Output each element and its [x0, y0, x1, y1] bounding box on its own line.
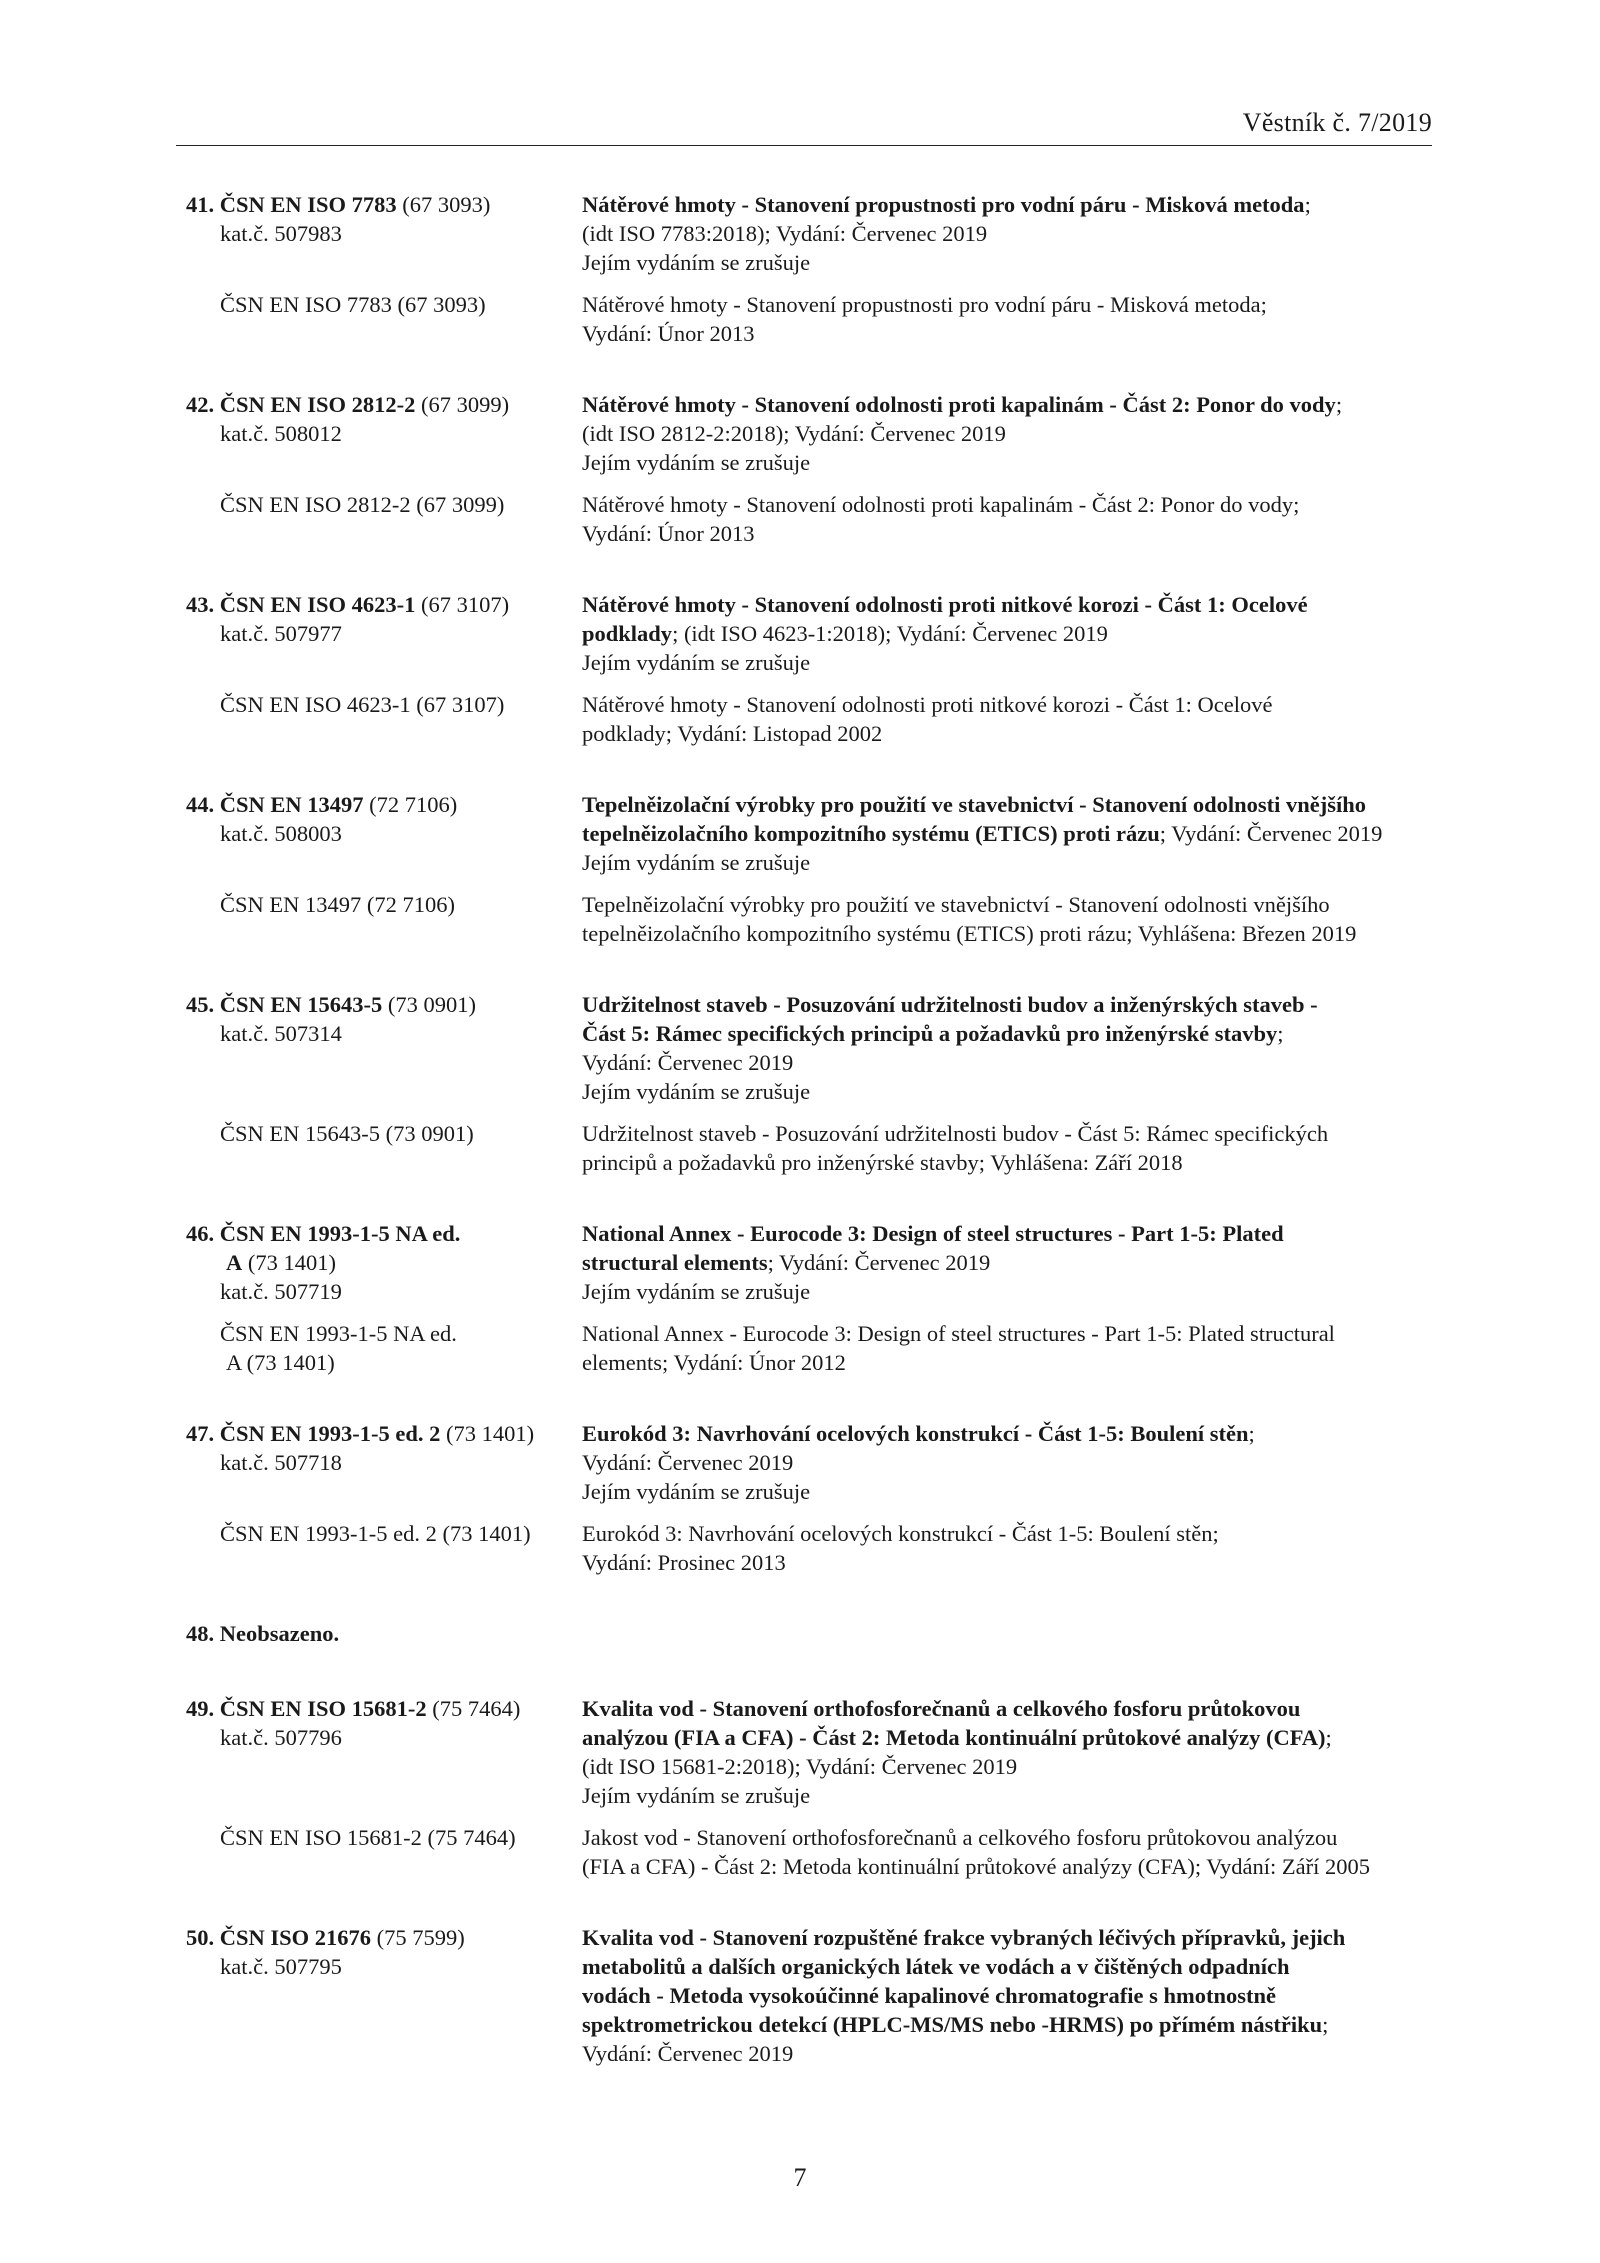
standard-meta: Vydání: Červenec 2019: [582, 1450, 794, 1475]
standard-title: Tepelněizolační výrobky pro použití ve stavebnictví - Stanovení odolnosti vnějšího: [582, 792, 1367, 817]
replaced-standard-id: ČSN EN ISO 4623-1 (67 3107): [220, 692, 505, 717]
standard-title-cont: metabolitů a dalších organických látek ve vodách a v čištěných odpadních: [582, 1954, 1290, 1979]
class-code: (72 7106): [369, 792, 458, 817]
list-item: [186, 1219, 1432, 1377]
catalog-number: kat.č. 507718: [220, 1450, 342, 1475]
replaced-standard-id: ČSN EN 1993-1-5 ed. 2 (73 1401): [220, 1521, 531, 1546]
list-item: [186, 1694, 1432, 1881]
standard-id: ČSN EN 15643-5: [219, 992, 383, 1017]
replace-note: Jejím vydáním se zrušuje: [582, 250, 811, 275]
standard-title: Kvalita vod - Stanovení rozpuštěné frakce vybraných léčivých přípravků, jejich: [582, 1925, 1346, 1950]
standard-title-cont: podklady; (idt ISO 4623-1:2018); Vydání: Červenec 2019: [582, 621, 1108, 646]
title-punctuation: ;: [1335, 392, 1343, 417]
class-code: (73 1401): [446, 1421, 535, 1446]
replace-note: Jejím vydáním se zrušuje: [582, 1279, 811, 1304]
replaced-meta: elements; Vydání: Únor 2012: [582, 1350, 846, 1375]
class-code: (67 3093): [402, 192, 491, 217]
class-code: (67 3099): [421, 392, 510, 417]
replaced-meta: principů a požadavků pro inženýrské stavby; Vyhlášena: Září 2018: [582, 1150, 1183, 1175]
standard-title: Nátěrové hmoty - Stanovení propustnosti pro vodní páru - Misková metoda;: [582, 192, 1311, 217]
standard-title: Nátěrové hmoty - Stanovení odolnosti proti kapalinám - Část 2: Ponor do vody;: [582, 392, 1343, 417]
entry-number: 48.: [186, 1621, 215, 1646]
catalog-number: kat.č. 507983: [220, 221, 342, 246]
standards-list: [186, 190, 1432, 2110]
standard-id: ČSN EN ISO 15681-2: [219, 1696, 427, 1721]
replaced-meta: tepelněizolačního kompozitního systému (ETICS) proti rázu; Vyhlášena: Březen 2019: [582, 921, 1357, 946]
entry-number: 50.: [186, 1925, 215, 1950]
list-item: [186, 990, 1432, 1177]
replace-note: Jejím vydáním se zrušuje: [582, 1783, 811, 1808]
entry-number: 43.: [186, 592, 215, 617]
entry-number: 49.: [186, 1696, 215, 1721]
standard-id: ČSN EN 1993-1-5 NA ed.: [219, 1221, 461, 1246]
page-number: 7: [793, 2163, 807, 2192]
replaced-meta: podklady; Vydání: Listopad 2002: [582, 721, 883, 746]
catalog-number: kat.č. 508012: [220, 421, 342, 446]
standard-id: ČSN EN ISO 7783: [219, 192, 397, 217]
replaced-standard-id: ČSN EN ISO 2812-2 (67 3099): [220, 492, 505, 517]
replaced-title: Nátěrové hmoty - Stanovení odolnosti proti nitkové korozi - Část 1: Ocelové: [582, 692, 1273, 717]
standard-title-cont: structural elements; Vydání: Červenec 2019: [582, 1250, 991, 1275]
replaced-title: Nátěrové hmoty - Stanovení propustnosti pro vodní páru - Misková metoda;: [582, 292, 1267, 317]
replaced-title: Eurokód 3: Navrhování ocelových konstrukcí - Část 1-5: Boulení stěn;: [582, 1521, 1219, 1546]
standard-title: Eurokód 3: Navrhování ocelových konstrukcí - Část 1-5: Boulení stěn;: [582, 1421, 1255, 1446]
replaced-title: National Annex - Eurocode 3: Design of steel structures - Part 1-5: Plated structural: [582, 1321, 1335, 1346]
standard-id: ČSN EN ISO 2812-2: [219, 392, 416, 417]
class-code: (73 0901): [387, 992, 477, 1017]
replace-note: Jejím vydáním se zrušuje: [582, 450, 811, 475]
standard-meta: (idt ISO 2812-2:2018); Vydání: Červenec 2019: [582, 421, 1006, 446]
replaced-title: Tepelněizolační výrobky pro použití ve stavebnictví - Stanovení odolnosti vnějšího: [582, 892, 1330, 917]
standard-title: National Annex - Eurocode 3: Design of steel structures - Part 1-5: Plated: [582, 1221, 1284, 1246]
replace-note: Jejím vydáním se zrušuje: [582, 850, 811, 875]
standard-title-cont: analýzou (FIA a CFA) - Část 2: Metoda kontinuální průtokové analýzy (CFA);: [582, 1725, 1332, 1750]
list-item: [186, 790, 1432, 948]
title-punctuation: ;: [1248, 1421, 1255, 1446]
standard-title: Nátěrové hmoty - Stanovení odolnosti proti nitkové korozi - Část 1: Ocelové: [582, 592, 1308, 617]
vacant-label: Neobsazeno.: [219, 1621, 340, 1646]
catalog-number: kat.č. 507719: [220, 1279, 342, 1304]
replaced-standard-id-cont: A (73 1401): [226, 1350, 335, 1375]
standard-meta: (idt ISO 15681-2:2018); Vydání: Červenec 2019: [582, 1754, 1018, 1779]
replace-note: Jejím vydáním se zrušuje: [582, 650, 811, 675]
entry-number: 44.: [186, 792, 215, 817]
standard-title-cont: Část 5: Rámec specifických principů a požadavků pro inženýrské stavby;: [582, 1021, 1284, 1046]
list-item: [186, 590, 1432, 748]
replaced-title: Nátěrové hmoty - Stanovení odolnosti proti kapalinám - Část 2: Ponor do vody;: [582, 492, 1300, 517]
standard-id: ČSN EN 13497: [219, 792, 364, 817]
standard-meta: (idt ISO 7783:2018); Vydání: Červenec 2019: [582, 221, 988, 246]
replaced-meta: (FIA a CFA) - Část 2: Metoda kontinuální průtokové analýzy (CFA); Vydání: Září 2005: [582, 1854, 1371, 1879]
list-item: [186, 1923, 1432, 2068]
standard-meta: Vydání: Červenec 2019: [582, 2041, 794, 2066]
catalog-number: kat.č. 507314: [220, 1021, 342, 1046]
replaced-standard-id: ČSN EN ISO 15681-2 (75 7464): [220, 1825, 516, 1850]
standard-id: ČSN ISO 21676: [219, 1925, 372, 1950]
title-punctuation: ;: [1304, 192, 1311, 217]
list-item: [186, 1619, 1432, 1648]
list-item: [186, 190, 1432, 348]
standard-title: Udržitelnost staveb - Posuzování udržitelnosti budov a inženýrských staveb -: [582, 992, 1318, 1017]
replaced-title: Jakost vod - Stanovení orthofosforečnanů a celkového fosforu průtokovou analýzou: [582, 1825, 1338, 1850]
class-code: (67 3107): [421, 592, 510, 617]
replaced-standard-id: ČSN EN 15643-5 (73 0901): [220, 1121, 474, 1146]
class-code: (75 7464): [432, 1696, 521, 1721]
replace-note: Jejím vydáním se zrušuje: [582, 1079, 811, 1104]
replaced-meta: Vydání: Únor 2013: [582, 521, 755, 546]
replaced-meta: Vydání: Prosinec 2013: [582, 1550, 786, 1575]
standard-id: ČSN EN 1993-1-5 ed. 2: [219, 1421, 441, 1446]
list-item: [186, 390, 1432, 548]
replaced-standard-id: ČSN EN ISO 7783 (67 3093): [220, 292, 486, 317]
catalog-number: kat.č. 508003: [220, 821, 342, 846]
entry-number: 42.: [186, 392, 215, 417]
bulletin-title: Věstník č. 7/2019: [1242, 108, 1432, 137]
standard-title-cont: tepelněizolačního kompozitního systému (ETICS) proti rázu; Vydání: Červenec 2019: [582, 821, 1383, 846]
entry-number: 47.: [186, 1421, 215, 1446]
class-code: (75 7599): [376, 1925, 465, 1950]
standard-id-cont: A (73 1401): [226, 1250, 336, 1275]
replaced-standard-id: ČSN EN 13497 (72 7106): [220, 892, 455, 917]
standard-id: ČSN EN ISO 4623-1: [219, 592, 416, 617]
replaced-title: Udržitelnost staveb - Posuzování udržitelnosti budov - Část 5: Rámec specifických: [582, 1121, 1329, 1146]
catalog-number: kat.č. 507796: [220, 1725, 342, 1750]
standard-meta: Vydání: Červenec 2019: [582, 1050, 794, 1075]
replace-note: Jejím vydáním se zrušuje: [582, 1479, 811, 1504]
catalog-number: kat.č. 507795: [220, 1954, 342, 1979]
entry-number: 45.: [186, 992, 215, 1017]
page-header: [176, 108, 1432, 146]
replaced-standard-id: ČSN EN 1993-1-5 NA ed.: [220, 1321, 457, 1346]
catalog-number: kat.č. 507977: [220, 621, 342, 646]
standard-title-cont: spektrometrickou detekcí (HPLC-MS/MS nebo -HRMS) po přímém nástřiku;: [582, 2012, 1329, 2037]
entry-number: 41.: [186, 192, 215, 217]
standard-title-cont: vodách - Metoda vysokoúčinné kapalinové chromatografie s hmotnostně: [582, 1983, 1276, 2008]
entry-number: 46.: [186, 1221, 215, 1246]
replaced-meta: Vydání: Únor 2013: [582, 321, 755, 346]
standard-title: Kvalita vod - Stanovení orthofosforečnanů a celkového fosforu průtokovou: [582, 1696, 1301, 1721]
list-item: [186, 1419, 1432, 1577]
